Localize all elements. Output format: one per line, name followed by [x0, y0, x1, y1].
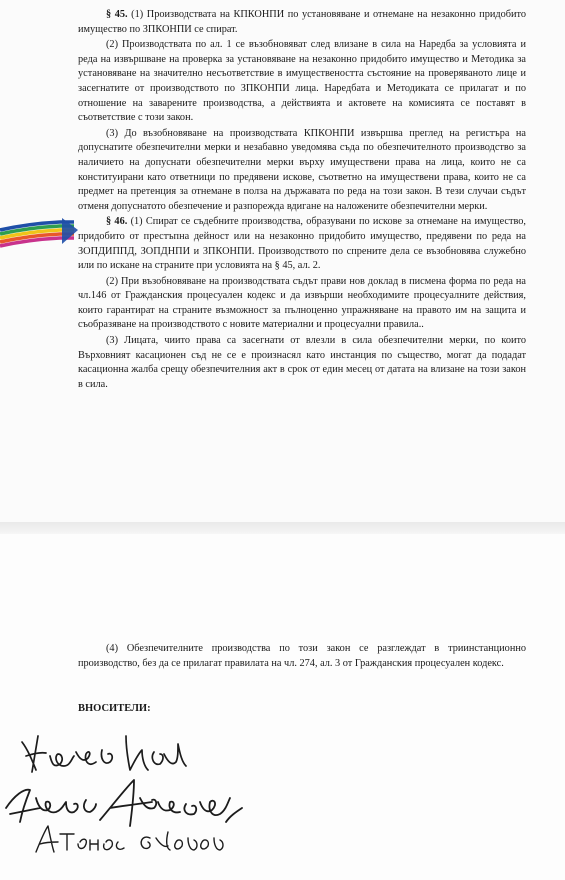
- paragraph-45-1: [78, 8, 526, 37]
- paragraph-46-4: (4) Обезпечителните производства по този закон се разглеждат в триинстанционно производство, без да се прилагат правилата на чл. 274, ал. 3 от Гражданския процесуален кодекс.: [78, 643, 526, 669]
- paragraph-text: (1) Производствата на КПКОНПИ по установяване и отнемане на незаконно придобито имущество по ЗПКОНПИ се спират.: [78, 9, 527, 35]
- paragraph-text: (3) Лицата, чиито права са засегнати от влезли в сила обезпечителни мерки, по които Върховният касационен съд не се е произнасял като инстанция по същество, могат да подадат касационна жалба срещу обезпечителния акт в срок от един месец от датата на влизане на този закон в сила.: [78, 335, 526, 390]
- text-bottom: [78, 642, 526, 671]
- paragraph-45-2: [78, 38, 526, 126]
- paragraph-text: (3) До възобновяване на производствата КПКОНПИ извършва преглед на регистъра на допуснатите обезпечителни мерки и незабавно уведомява съда по обезпечителното производство за наличието на допуснати обезпечителни мерки върху имуществени права на лица, които не са конституирани като ответници по предявени искове, съответно на имуществени права, които не са предмет на претенция за отнемане в полза на държавата по реда на този закон. В тези случаи съдът отменя допуснатото обезпечение и разпорежда вдигане на наложените обезпечителни мерки.: [78, 127, 526, 212]
- paragraph-45-3: [78, 127, 526, 215]
- section-number: § 45.: [106, 9, 128, 20]
- signature-3: [30, 818, 240, 858]
- rainbow-arrow-icon: [0, 216, 78, 250]
- page-separator: [0, 522, 565, 534]
- section-number: § 46.: [106, 216, 128, 228]
- paragraph-46-2: [78, 275, 526, 333]
- signers-label: ВНОСИТЕЛИ:: [78, 703, 151, 714]
- paragraph-46-1: [78, 215, 526, 273]
- paragraph-text: (1) Спират се съдебните производства, образувани по искове за отнемане на имущество, придобито от престъпна дейност или на незаконно придобито имущество, предявени по реда на ЗОПДИППД, ЗОПДНПИ и ЗПКОНПИ. Производството по спрените дела се възобновява служебно или по искане на страните при условията на § 45, ал. 2.: [78, 216, 526, 272]
- text-top: [78, 8, 526, 392]
- paragraph-text: (2) При възобновяване на производствата съдът прави нов доклад в писмена форма по реда на чл.146 от Гражданския процесуален кодекс и да извърши необходимите процесуалните действия, които гарантират на страните възможност за пълноценно упражняване на правото им на защита и съобразяване на производството с новите материални и процесуални правила..: [78, 275, 526, 331]
- paragraph-46-3: [78, 334, 526, 392]
- paragraph-text: (2) Производствата по ал. 1 се възобновяват след влизане в сила на Наредба за условията и реда на извършване на проверка за установяване на незаконно придобито имущество и Методика за установяване на значително несъответствие в имуществеността състояние на проверяваното лице и засегнатите от производството по ЗПКОНПИ лица. Наредбата и Методиката се прилагат и по отношение на заварените производства, а действията и актовете на комисията се поставят в съответствие с този закон.: [78, 39, 526, 124]
